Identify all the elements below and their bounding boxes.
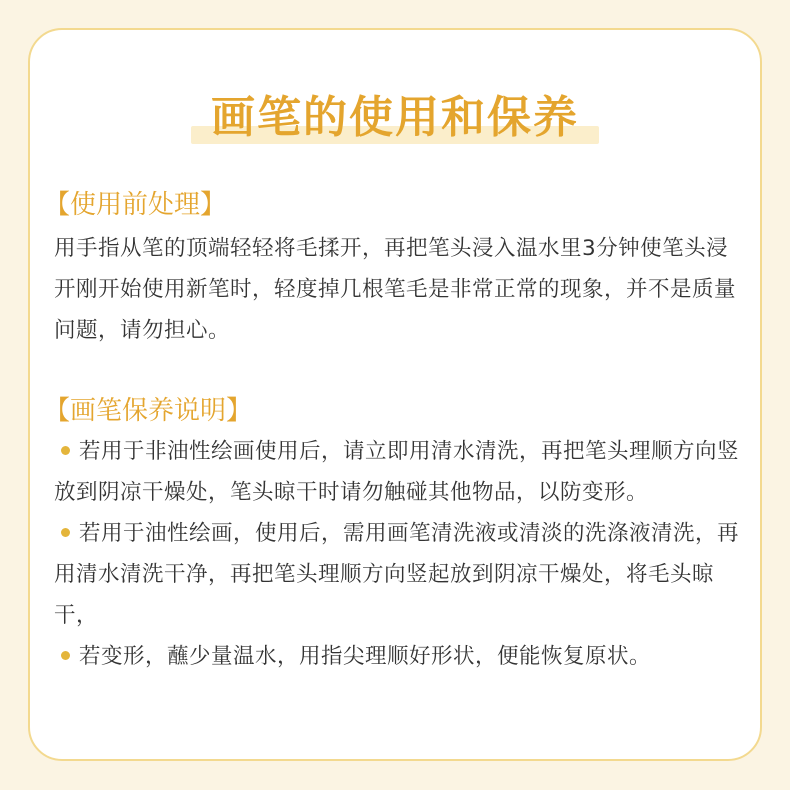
content-card (28, 28, 762, 761)
care-list-item (54, 513, 740, 636)
care-item-text: 若用于非油性绘画使用后，请立即用清水清洗，再把笔头理顺方向竖放到阴凉干燥处，笔头晾干时请勿触碰其他物品，以防变形。 (54, 439, 740, 505)
section-pre-use (44, 188, 740, 351)
care-item-text: 若用于油性绘画，使用后，需用画笔清洗液或清淡的洗涤液清洗，再用清水清洗干净，再把笔头理顺方向竖起放到阴凉干燥处，将毛头晾干， (54, 521, 740, 628)
care-item-text: 若变形，蘸少量温水，用指尖理顺好形状，便能恢复原状。 (79, 644, 652, 669)
section-heading-care: 【画笔保养说明】 (44, 396, 253, 426)
title-area (30, 90, 760, 146)
section-heading-pre-use: 【使用前处理】 (44, 190, 227, 220)
page-title (203, 90, 587, 146)
care-list-item (54, 636, 740, 677)
care-list-item (54, 431, 740, 513)
section-text-pre-use: 用手指从笔的顶端轻轻将毛揉开，再把笔头浸入温水里3分钟使笔头浸开刚开始使用新笔时，轻度掉几根笔毛是非常正常的现象，并不是质量问题，请勿担心。 (54, 236, 737, 343)
page-title-text: 画笔的使用和保养 (211, 92, 579, 143)
bullet-dot-icon (61, 528, 70, 537)
bullet-dot-icon (61, 446, 70, 455)
bullet-dot-icon (61, 651, 70, 660)
section-care (44, 394, 740, 677)
